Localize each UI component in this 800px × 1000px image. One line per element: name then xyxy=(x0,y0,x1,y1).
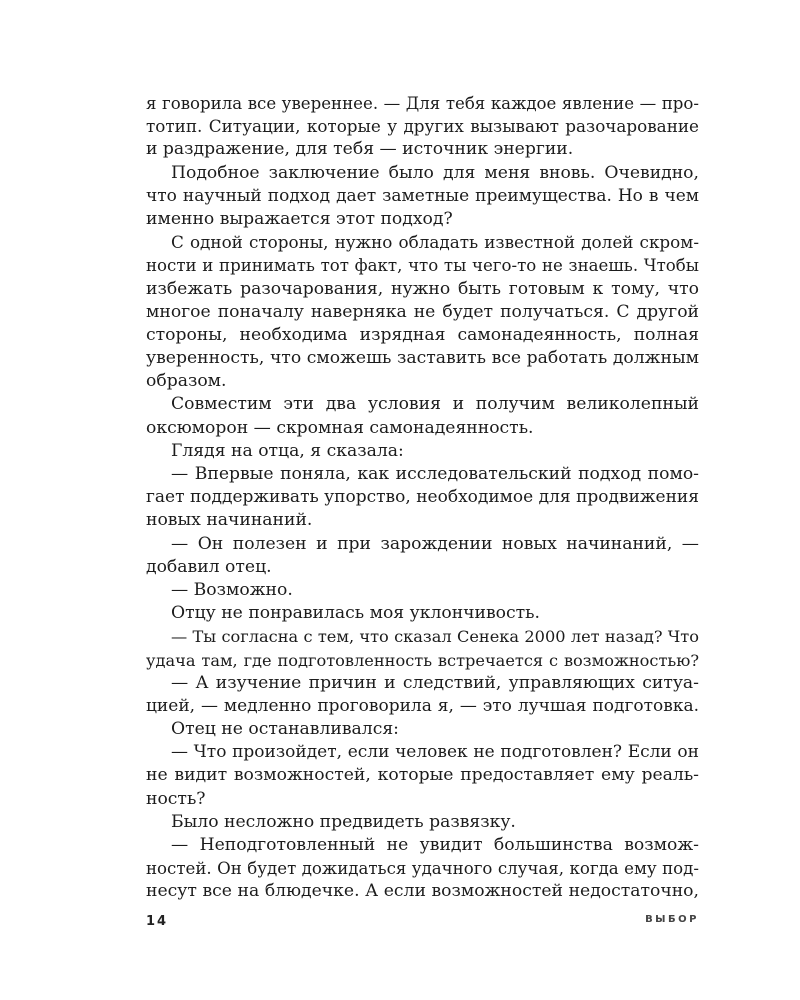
text-line: я говорила все увереннее. — Для тебя каждое явление — про- xyxy=(146,94,699,113)
text-line: — Возможно. xyxy=(171,579,293,600)
text-line: цией, — медленно проговорила я, — это лучшая подготовка. xyxy=(146,695,699,716)
text-line: что научный подход дает заметные преимущества. Но в чем xyxy=(146,185,699,206)
text-line: удача там, где подготовленность встречается с возможностью? xyxy=(146,650,699,670)
text-line: Подобное заключение было для меня вновь. Очевидно, xyxy=(171,162,699,183)
text-line: — Что произойдет, если человек не подготовлен? Если он xyxy=(171,742,699,763)
text-line: добавил отец. xyxy=(146,556,272,577)
text-line: — Он полезен и при зарождении новых начинаний, — xyxy=(171,533,699,554)
text-line: Отцу не понравилась моя уклончивость. xyxy=(171,603,540,624)
body-text xyxy=(146,92,699,904)
text-line: Глядя на отца, я сказала: xyxy=(171,440,404,461)
text-line: новых начинаний. xyxy=(146,510,313,531)
text-line: Отец не останавливался: xyxy=(171,719,399,740)
text-line: не видит возможностей, которые предоставляет ему реаль- xyxy=(146,765,699,786)
page-number: 14 xyxy=(146,914,169,929)
text-line: уверенность, что сможешь заставить все работать должным xyxy=(146,348,699,369)
text-line: Было несложно предвидеть развязку. xyxy=(171,811,516,832)
text-line: избежать разочарования, нужно быть готовым к тому, что xyxy=(146,278,699,299)
running-title: ВЫБОР xyxy=(645,914,699,925)
text-line: гает поддерживать упорство, необходимое для продвижения xyxy=(146,487,699,508)
text-line: — Ты согласна с тем, что сказал Сенека 2000 лет назад? Что xyxy=(171,627,699,647)
text-line: — Неподготовленный не увидит большинства возмож- xyxy=(171,835,699,855)
text-line: тотип. Ситуации, которые у других вызывают разочарование xyxy=(146,116,699,137)
text-line: оксюморон — скромная самонадеянность. xyxy=(146,417,534,438)
text-line: образом. xyxy=(146,371,227,392)
text-line: многое поначалу наверняка не будет получаться. С другой xyxy=(146,301,699,322)
text-line: ностей. Он будет дожидаться удачного случая, когда ему под- xyxy=(146,859,699,879)
text-line: ности и принимать тот факт, что ты чего-то не знаешь. Чтобы xyxy=(146,256,699,276)
text-line: — Впервые поняла, как исследовательский подход помо- xyxy=(171,464,699,484)
text-line: именно выражается этот подход? xyxy=(146,208,453,229)
text-line: — А изучение причин и следствий, управляющих ситуа- xyxy=(171,672,699,693)
text-line: ность? xyxy=(146,788,206,809)
text-line: и раздражение, для тебя — источник энергии. xyxy=(146,139,574,160)
text-line: стороны, необходима изрядная самонадеянность, полная xyxy=(146,324,699,345)
text-line: С одной стороны, нужно обладать известной долей скром- xyxy=(171,232,699,253)
text-line: несут все на блюдечке. А если возможностей недостаточно, xyxy=(146,881,699,902)
text-line: Совместим эти два условия и получим великолепный xyxy=(171,394,699,415)
